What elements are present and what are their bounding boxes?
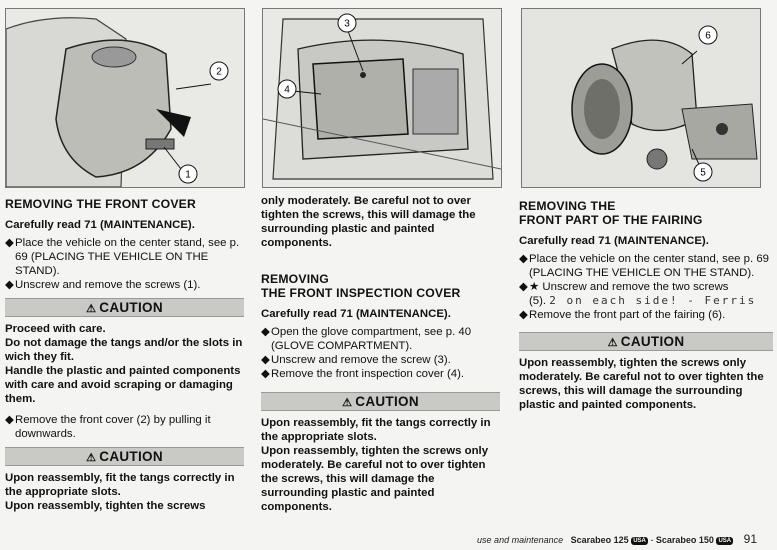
callout-1: 1 <box>185 169 191 181</box>
step-item: ◆Remove the front cover (2) by pulling it downwards. <box>5 414 211 440</box>
handwritten-note: 2 on each side! - Ferris <box>549 294 757 307</box>
caution-text: Upon reassembly, fit the tangs correctly in the appropriate slots. <box>5 472 235 498</box>
warning-triangle-icon: ⚠ <box>86 303 97 315</box>
read-maintenance-note: Carefully read 71 (MAINTENANCE). <box>5 219 195 231</box>
caution-banner: ⚠ CAUTION <box>519 332 773 351</box>
step-item: ◆Remove the front inspection cover (4). <box>261 368 465 380</box>
caution-text: Upon reassembly, tighten the screws only moderately. Be careful not to over tighten the screws, this will damage the surrounding plastic and painted components. <box>261 445 489 513</box>
section-heading: REMOVING THE FRONT PART OF THE FAIRING <box>519 199 703 227</box>
caution-text: Upon reassembly, fit the tangs correctly in the appropriate slots. <box>261 417 491 443</box>
callout-4: 4 <box>284 84 290 96</box>
caution-text: Do not damage the tangs and/or the slots in wich they fit. <box>5 337 243 363</box>
column-1-text <box>5 197 244 513</box>
step-item: ◆Unscrew and remove the screw (3). <box>261 354 451 366</box>
front-fairing-illustration <box>522 9 760 187</box>
warning-triangle-icon: ⚠ <box>342 397 353 409</box>
read-maintenance-note: Carefully read 71 (MAINTENANCE). <box>519 235 709 247</box>
caution-text: Upon reassembly, tighten the screws only moderately. Be careful not to over tighten the screws, this will damage the surrounding plastic and painted components. <box>519 357 764 411</box>
usa-badge: USA <box>633 537 646 544</box>
caution-banner: ⚠ CAUTION <box>5 298 244 317</box>
caution-text: Handle the plastic and painted components with care and avoid scraping or damaging them. <box>5 365 241 405</box>
footer-separator: - <box>650 535 654 545</box>
inspection-cover-illustration <box>263 9 501 187</box>
page-footer <box>477 532 757 546</box>
bullet-icon: ◆ <box>519 281 528 293</box>
callout-2: 2 <box>216 66 222 78</box>
bullet-icon: ◆ <box>5 237 14 249</box>
read-maintenance-note: Carefully read 71 (MAINTENANCE). <box>261 308 451 320</box>
bullet-icon: ◆ <box>261 326 270 338</box>
bullet-icon: ◆ <box>5 414 14 426</box>
column-2-text <box>261 194 500 514</box>
continued-caution-text: only moderately. Be careful not to over tighten the screws, this will damage the surrounding plastic and painted components. <box>261 195 476 249</box>
figure-inspection-cover <box>262 8 502 188</box>
step-item: ◆★ Unscrew and remove the two screws (5). 2 on each side! - Ferris <box>519 281 757 307</box>
step-item: ◆Open the glove compartment, see p. 40 (GLOVE COMPARTMENT). <box>261 326 472 352</box>
page-number: 91 <box>743 532 757 546</box>
figure-front-cover <box>5 8 245 188</box>
caution-banner: ⚠ CAUTION <box>261 392 500 411</box>
star-icon: ★ <box>529 281 540 293</box>
footer-text: use and maintenance <box>477 535 564 545</box>
front-cover-illustration <box>6 9 244 187</box>
callout-6: 6 <box>705 30 711 42</box>
callout-5: 5 <box>700 167 706 179</box>
step-item: ◆Unscrew and remove the screws (1). <box>5 279 201 291</box>
caution-text: Upon reassembly, tighten the screws <box>5 500 206 512</box>
section-heading: REMOVING THE FRONT COVER <box>5 197 197 211</box>
section-heading: REMOVING THE FRONT INSPECTION COVER <box>261 272 461 300</box>
bullet-icon: ◆ <box>5 279 14 291</box>
bullet-icon: ◆ <box>261 354 270 366</box>
usa-badge: USA <box>718 537 732 544</box>
column-3-text <box>519 199 773 412</box>
model-name: Scarabeo 150 <box>655 535 714 545</box>
caution-text: Proceed with care. <box>5 323 106 335</box>
step-item: ◆Remove the front part of the fairing (6). <box>519 309 726 321</box>
step-item: ◆Place the vehicle on the center stand, see p. 69 (PLACING THE VEHICLE ON THE STAND). <box>5 237 240 277</box>
warning-triangle-icon: ⚠ <box>86 452 97 464</box>
caution-banner: ⚠ CAUTION <box>5 447 244 466</box>
step-item: ◆Place the vehicle on the center stand, see p. 69 (PLACING THE VEHICLE ON THE STAND). <box>519 253 769 279</box>
callout-3: 3 <box>344 18 350 30</box>
model-name: Scarabeo 125 <box>570 535 629 545</box>
figure-front-fairing <box>521 8 761 188</box>
bullet-icon: ◆ <box>519 253 528 265</box>
bullet-icon: ◆ <box>519 309 528 321</box>
warning-triangle-icon: ⚠ <box>607 337 618 349</box>
bullet-icon: ◆ <box>261 368 270 380</box>
